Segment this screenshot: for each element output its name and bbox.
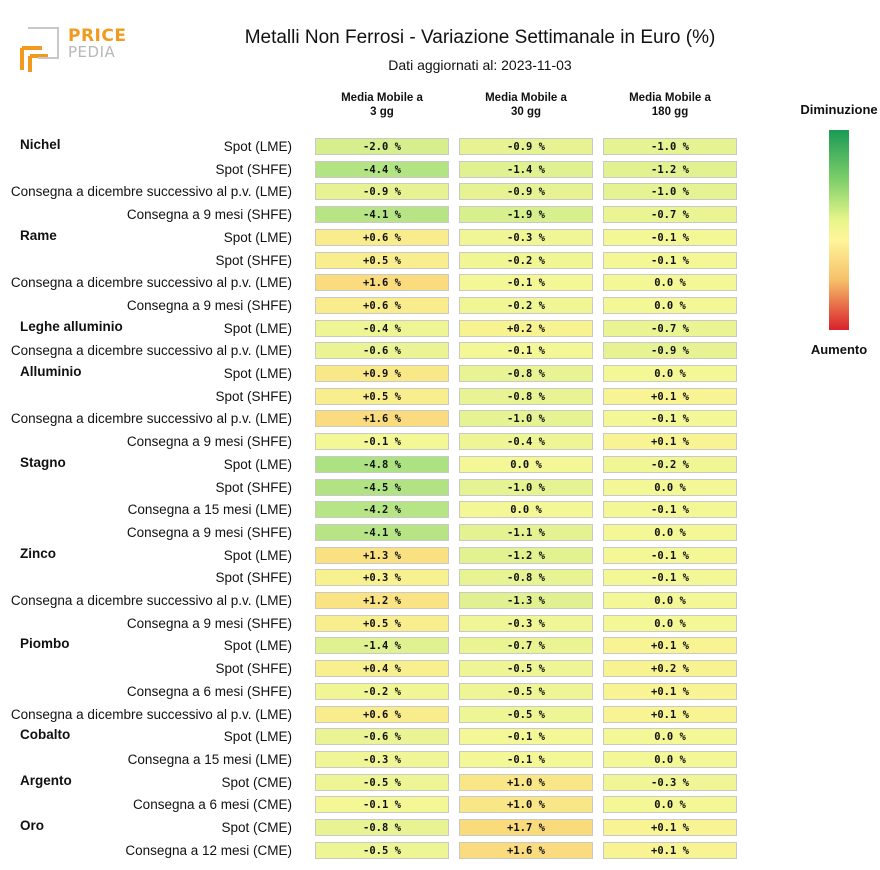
heatmap-cell: -0.1 % [459,342,593,359]
heatmap-cell: -0.8 % [459,388,593,405]
row-label: Spot (SHFE) [215,570,292,586]
heatmap-cell: +0.5 % [315,388,449,405]
heatmap-cell: -0.3 % [603,774,737,791]
heatmap-cell: -0.5 % [315,842,449,859]
heatmap-cell: +0.2 % [459,320,593,337]
heatmap-cell: -0.1 % [603,569,737,586]
metal-group-label: Alluminio [20,364,82,379]
heatmap-cell: -1.9 % [459,206,593,223]
heatmap-cell: -0.1 % [459,274,593,291]
heatmap-cell: -1.0 % [603,183,737,200]
heatmap-cell: -1.2 % [459,547,593,564]
legend-label-increase: Aumento [810,342,868,357]
heatmap-cell: -0.1 % [603,252,737,269]
row-label: Consegna a 9 mesi (SHFE) [126,207,292,223]
heatmap-cell: -0.5 % [459,660,593,677]
heatmap-cell: -0.2 % [315,683,449,700]
row-label: Spot (LME) [223,456,292,472]
heatmap-cell: +1.6 % [315,274,449,291]
heatmap-cell: -0.7 % [459,637,593,654]
heatmap-cell: +0.3 % [315,569,449,586]
heatmap-cell: -0.3 % [315,751,449,768]
heatmap-cell: +0.1 % [603,706,737,723]
heatmap-cell: 0.0 % [603,728,737,745]
heatmap-cell: -0.6 % [315,728,449,745]
heatmap-cell: -1.3 % [459,592,593,609]
metal-group-label: Oro [20,818,45,833]
heatmap-cell: -1.2 % [603,161,737,178]
row-label: Consegna a dicembre successivo al p.v. (LME) [10,184,292,200]
heatmap-cell: +0.1 % [603,433,737,450]
heatmap-cell: -0.5 % [459,706,593,723]
heatmap-cell: 0.0 % [603,297,737,314]
row-label: Consegna a dicembre successivo al p.v. (LME) [10,275,292,291]
row-label: Consegna a 9 mesi (SHFE) [126,524,292,540]
row-label: Consegna a dicembre successivo al p.v. (LME) [10,411,292,427]
heatmap-cell: -0.2 % [459,297,593,314]
row-label: Spot (LME) [223,366,292,381]
row-label: Spot (LME) [223,729,292,745]
chart-title: Metalli Non Ferrosi - Variazione Settimanale in Euro (%) [244,27,716,48]
row-label: Consegna a 12 mesi (CME) [125,842,292,858]
row-label: Spot (LME) [223,139,292,154]
heatmap-cell: -4.1 % [315,524,449,541]
row-label: Consegna a 9 mesi (SHFE) [126,297,292,313]
heatmap-cell: +0.1 % [603,388,737,405]
row-label: Consegna a 15 mesi (LME) [127,502,292,518]
row-label: Spot (CME) [221,774,292,790]
heatmap-cell: -0.3 % [459,615,593,632]
heatmap-cell: -0.1 % [603,501,737,518]
heatmap-cell: 0.0 % [603,751,737,768]
column-header-180gg: Media Mobile a 180 gg [629,92,711,118]
heatmap-cell: -1.1 % [459,524,593,541]
heatmap-cell: -0.8 % [315,819,449,836]
heatmap-cell: +0.1 % [603,683,737,700]
row-label: Spot (SHFE) [215,252,292,268]
row-label: Spot (CME) [221,820,292,835]
heatmap-cell: -0.8 % [459,569,593,586]
metal-group-label: Cobalto [20,727,71,743]
heatmap-cell: -0.9 % [603,342,737,359]
heatmap-cell: -0.5 % [315,774,449,791]
metal-group-label: Zinco [20,545,56,561]
metal-group-label: Leghe alluminio [20,318,123,334]
row-label: Spot (LME) [223,320,292,336]
heatmap-cell: +0.6 % [315,229,449,246]
heatmap-cell: 0.0 % [459,501,593,518]
heatmap-cell: +1.7 % [459,819,593,836]
column-header-3gg: Media Mobile a 3 gg [341,92,423,118]
metal-group-label: Nichel [20,137,61,152]
heatmap-cell: -0.8 % [459,365,593,382]
heatmap-cell: -4.1 % [315,206,449,223]
heatmap-cell: -1.0 % [459,410,593,427]
heatmap-cell: -0.4 % [459,433,593,450]
heatmap-cell: +1.3 % [315,547,449,564]
heatmap-cell: +0.9 % [315,365,449,382]
heatmap-cell: +0.5 % [315,252,449,269]
metal-group-label: Rame [20,227,57,243]
heatmap-cell: -0.9 % [315,183,449,200]
heatmap-cell: +0.4 % [315,660,449,677]
heatmap-cell: -4.4 % [315,161,449,178]
heatmap-cell: -0.5 % [459,683,593,700]
heatmap-cell: -0.1 % [315,796,449,813]
heatmap-cell: 0.0 % [603,524,737,541]
heatmap-cell: +0.1 % [603,842,737,859]
heatmap-cell: -0.7 % [603,206,737,223]
heatmap-cell: +0.5 % [315,615,449,632]
heatmap-cell: 0.0 % [603,365,737,382]
heatmap-cell: 0.0 % [459,456,593,473]
column-header-30gg: Media Mobile a 30 gg [485,92,567,118]
heatmap-cell: -0.1 % [459,751,593,768]
row-label: Consegna a dicembre successivo al p.v. (LME) [10,593,292,608]
heatmap-cell: +0.6 % [315,706,449,723]
heatmap-cell: -0.6 % [315,342,449,359]
heatmap-cell: -0.4 % [315,320,449,337]
row-label: Spot (SHFE) [215,161,292,177]
heatmap-cell: +1.6 % [315,410,449,427]
heatmap-cell: -2.0 % [315,138,449,155]
heatmap-cell: -0.9 % [459,183,593,200]
heatmap-cell: +0.2 % [603,660,737,677]
heatmap-cell: -1.4 % [459,161,593,178]
heatmap-cell: -1.0 % [459,479,593,496]
metal-group-label: Piombo [20,636,70,652]
heatmap-cell: -0.1 % [603,547,737,564]
heatmap-cell: +1.0 % [459,796,593,813]
heatmap-cell: +0.6 % [315,297,449,314]
chart-subtitle: Dati aggiornati al: 2023-11-03 [388,57,572,73]
heatmap-cell: -0.1 % [603,410,737,427]
row-label: Consegna a 6 mesi (CME) [132,797,292,813]
row-label: Consegna a 15 mesi (LME) [127,751,292,767]
logo-text-pedia: PEDIA [68,43,116,61]
heatmap-cell: 0.0 % [603,592,737,609]
metal-group-label: Argento [20,772,72,788]
heatmap-cell: +1.6 % [459,842,593,859]
heatmap-cell: -0.7 % [603,320,737,337]
row-label: Consegna a 9 mesi (SHFE) [126,615,292,631]
heatmap-cell: -1.4 % [315,637,449,654]
heatmap-cell: 0.0 % [603,796,737,813]
heatmap-cell: -0.1 % [459,728,593,745]
heatmap-cell: +1.2 % [315,592,449,609]
heatmap-cell: -0.1 % [603,229,737,246]
heatmap-cell: -4.5 % [315,479,449,496]
heatmap-cell: -0.2 % [603,456,737,473]
row-label: Spot (SHFE) [215,388,292,404]
heatmap-cell: -1.0 % [603,138,737,155]
heatmap-cell: -4.2 % [315,501,449,518]
heatmap-cell: 0.0 % [603,274,737,291]
row-label: Spot (LME) [223,229,292,245]
heatmap-cell: +1.0 % [459,774,593,791]
heatmap-cell: 0.0 % [603,479,737,496]
row-label: Consegna a dicembre successivo al p.v. (LME) [10,343,292,359]
row-label: Consegna a 6 mesi (SHFE) [126,683,292,699]
heatmap-cell: +0.1 % [603,637,737,654]
metal-group-label: Stagno [20,454,66,470]
heatmap-cell: -4.8 % [315,456,449,473]
row-label: Consegna a dicembre successivo al p.v. (LME) [10,706,292,722]
legend-label-decrease: Diminuzione [800,102,878,117]
row-label: Spot (LME) [223,547,292,563]
legend-color-scale [829,130,849,330]
row-label: Spot (SHFE) [215,479,292,495]
heatmap-cell: 0.0 % [603,615,737,632]
heatmap-cell: -0.2 % [459,252,593,269]
logo-text-price: PRICE [68,26,127,46]
heatmap-cell: -0.3 % [459,229,593,246]
row-label: Spot (LME) [223,638,292,654]
row-label: Consegna a 9 mesi (SHFE) [126,434,292,450]
heatmap-cell: -0.1 % [315,433,449,450]
row-label: Spot (SHFE) [215,661,292,677]
heatmap-cell: +0.1 % [603,819,737,836]
heatmap-cell: -0.9 % [459,138,593,155]
